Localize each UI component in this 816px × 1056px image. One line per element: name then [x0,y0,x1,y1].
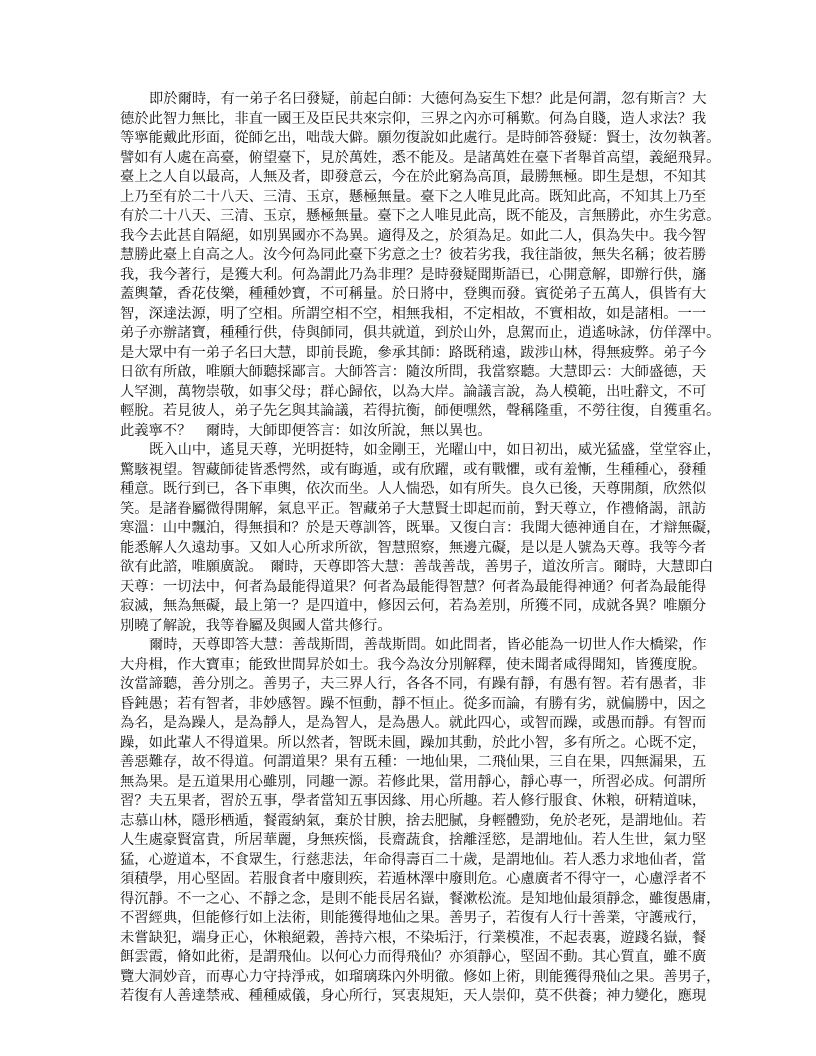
text-line: 得沉靜。不一之心、不靜之念，是則不能長居名嶽，餐漱松流。是知地仙最須靜念，雖復愚庸， [120,890,721,907]
text-line: 輕脫。若見彼人，弟子先乞與其論議，若得抗衡，師便嘿然，聲稱隆重，不勞往復，自獲重名。 [120,403,721,419]
text-line: 人罕測，萬物崇敬，如事父母；群心歸依，以為大岸。論議言說，為人模範，出吐辭文，不可 [120,383,707,400]
text-line: 不習經典，但能修行如上法術，則能獲得地仙之果。善男子，若復有人行十善業，守護戒行， [120,910,707,926]
text-line: 寂滅，無為無礙，最上第一？是四道中，修因云何，若為差別，所獲不同，成就各異？唯願分 [120,598,707,614]
text-line: 躁，如此輩人不得道果。所以然者，智既未圓，躁加其動，於此小智，多有所之。心既不定， [120,734,707,751]
text-line: 智，深達法源，明了空相。所謂空相不空，相無我相，不定相故，不實相故，如是諸相。一一 [120,305,707,322]
text-line: 上乃至有於二十八天、三清、玉京，懸極無量。臺下之人唯見此高。既知此高，不知其上乃至 [120,188,707,205]
text-line: 覽大洞妙音，而專心力守持淨戒，如瑠璃珠內外明徹。修如上術，則能獲得飛仙之果。善男子， [120,968,721,985]
text-line: 志慕山林，隱形栖遁，餐霞納氣，棄於甘腴，捨去肥膩，身輕體勁，免於老死，是謂地仙。若 [120,812,707,829]
paragraph [120,636,721,1007]
paragraph [120,90,721,441]
text-line: 汝當諦聽，善分別之。善男子，夫三界人行，各各不同，有躁有靜，有愚有智。若有愚者，非 [120,676,707,692]
text-line: 無為果。是五道果用心雖別，同趣一源。若修此果，當用靜心，靜心專一，所習必成。何謂所 [120,773,707,790]
text-line: 德於此智力無比，非直一國王及臣民共來宗仰，三界之內亦可稱歎。何為自賤，造人求法？我 [120,110,707,127]
text-line: 弟子亦辦諸寶，種種行供，侍與師同，俱共就道，到於山外，息駕而止，逍遙咏詠，仿佯澤中。 [120,325,721,341]
text-line: 餌雲霞，脩如此術，是謂飛仙。以何心力而得飛仙？亦須靜心，堅固不動。其心質直，雖不廣 [120,949,707,965]
text-line: 欲有此諮，唯願廣說。 爾時，天尊即答大慧：善哉善哉，善男子，道汝所言。爾時，大慧即白 [120,559,714,575]
text-line: 能悉解人久遠劫事。又如人心所求所欲，智慧照察，無邊亢礙，是以是人號為天尊。我等今者 [120,539,707,556]
text-line: 我，我今著行，是獲大利。何為謂此乃為非理？是時發疑聞斯語已，心開意解，即辦行供，旛 [120,266,707,283]
text-line: 此義寧不？ 爾時，大師即便答言：如汝所說，無以異也。 [120,422,492,439]
text-line: 天尊：一切法中，何者為最能得道果？何者為最能得智慧？何者為最能得神通？何者為最能得 [120,578,707,595]
text-line: 寒溫：山中飄泊，得無損和？於是天尊訓答，既畢。又復白言：我聞大德神通自在，才辯無礙， [120,520,721,536]
text-line: 既入山中，遙見天尊，光明挺特，如金剛王，光曜山中，如日初出，威光猛盛，堂堂容止， [149,442,721,458]
paragraph [120,441,721,636]
text-line: 人生處豪賢富貴，所居華麗，身無疾惱，長齋蔬食，捨離淫慾，是謂地仙。若人生世，氣力堅 [120,832,707,848]
text-line: 慧勝此臺上自高之人。汝今何為同此臺下劣意之士？彼若劣我，我往詣彼，無失名稱；彼若勝 [120,247,707,263]
text-line: 笑。是諸眷屬微得開解，氣息平正。智藏弟子大慧賢士即起而前，對天尊立，作禮脩謁，訊訪 [120,500,707,517]
text-line: 臺上之人自以最高，人無及者，即發意云，今在於此窮為高頂，最勝無極。即生是想，不知其 [120,169,707,185]
text-line: 為名，是為躁人，是為靜人，是為智人，是為愚人。就此四心，或智而躁，或愚而靜。有智而 [120,715,707,731]
text-line: 大舟楫，作大寶車；能致世間昇於如士。我今為汝分別解釋，使未聞者咸得聞知，皆獲度脫。 [120,656,707,673]
text-line: 我今去此甚自隔絕，如別異國亦不為異。適得及之，於須為足。如此二人，俱為失中。我今智 [120,227,707,244]
text-line: 種意。既行到已，各下車輿，依次而坐。人人惴恐，如有所失。良久已後，天尊開顏，欣然似 [120,481,707,497]
text-line: 昏鈍愚；若有智者，非妙感智。躁不恒動，靜不恒止。從多而論，有勝有劣，就偏勝中，因之 [120,695,707,712]
text-line: 即於爾時，有一弟子名曰發疑，前起白師：大德何為妄生下想？此是何謂，忽有斯言？大 [149,91,707,107]
text-line: 是大眾中有一弟子名曰大慧，即前長跪，參承其師：路既稍遠，跋涉山林，得無疲弊。弟子今 [120,344,707,361]
text-line: 日欲有所啟，唯願大師聽採鄙言。大師答言：隨汝所問，我當察聽。大慧即云：大師盛德，天 [120,364,707,380]
text-line: 未嘗缺犯，端身正心，休粮絕穀，善持六根，不染垢汙，行業模准，不起表裏，遊踐名嶽，餐 [120,929,707,946]
text-line: 有於二十八天、三清、玉京，懸極無量。臺下之人唯見此高，既不能及，言無勝此，亦生劣意。 [120,208,721,224]
text-line: 善惡難存，故不得道。何謂道果？果有五種：一地仙果，二飛仙果，三自在果，四無漏果，五 [120,754,707,770]
document-page [120,90,721,1007]
text-line: 蓋輿輦，香花伎樂，種種妙寶，不可稱量。於日將中，登輿而發。賓從弟子五萬人，俱皆有大 [120,286,707,302]
text-line: 驚駭視望。智藏師徒皆悉愕然，或有晦遁，或有欣躍，或有戰懼，或有羞慚，生種種心，發種 [120,461,707,478]
text-line: 猛，心遊道本，不食眾生，行慈悲法，年命得壽百二十歲，是謂地仙。若人悉力求地仙者，當 [120,851,707,868]
text-line: 須積學，用心堅固。若服食者中廢則疾，若遁林澤中廢則危。心慮廣者不得守一，心慮浮者不 [120,871,707,887]
text-line: 若復有人善達禁戒、種種威儀，身心所行，冥衷規矩，天人崇仰，莫不供養；神力變化，應現 [120,988,707,1004]
text-line: 習？夫五果者，習於五事，學者當知五事因緣、用心所趣。若人修行服食、休粮，研精道味， [120,793,707,809]
text-line: 別曉了解說，我等眷屬及與國人當共修行。 [120,617,392,634]
text-line: 爾時，天尊即答大慧：善哉斯問，善哉斯問。如此問者，皆必能為一切世人作大橋梁，作 [149,637,707,653]
text-line: 等寧能戴此形面，從師乞出，咄哉大僻。願勿復說如此處行。是時師答發疑：賢士，汝勿執著。 [120,130,721,146]
text-line: 譬如有人處在高臺，俯望臺下，見於萬姓，悉不能及。是諸萬姓在臺下者舉首高望，義絕飛昇。 [120,149,721,166]
